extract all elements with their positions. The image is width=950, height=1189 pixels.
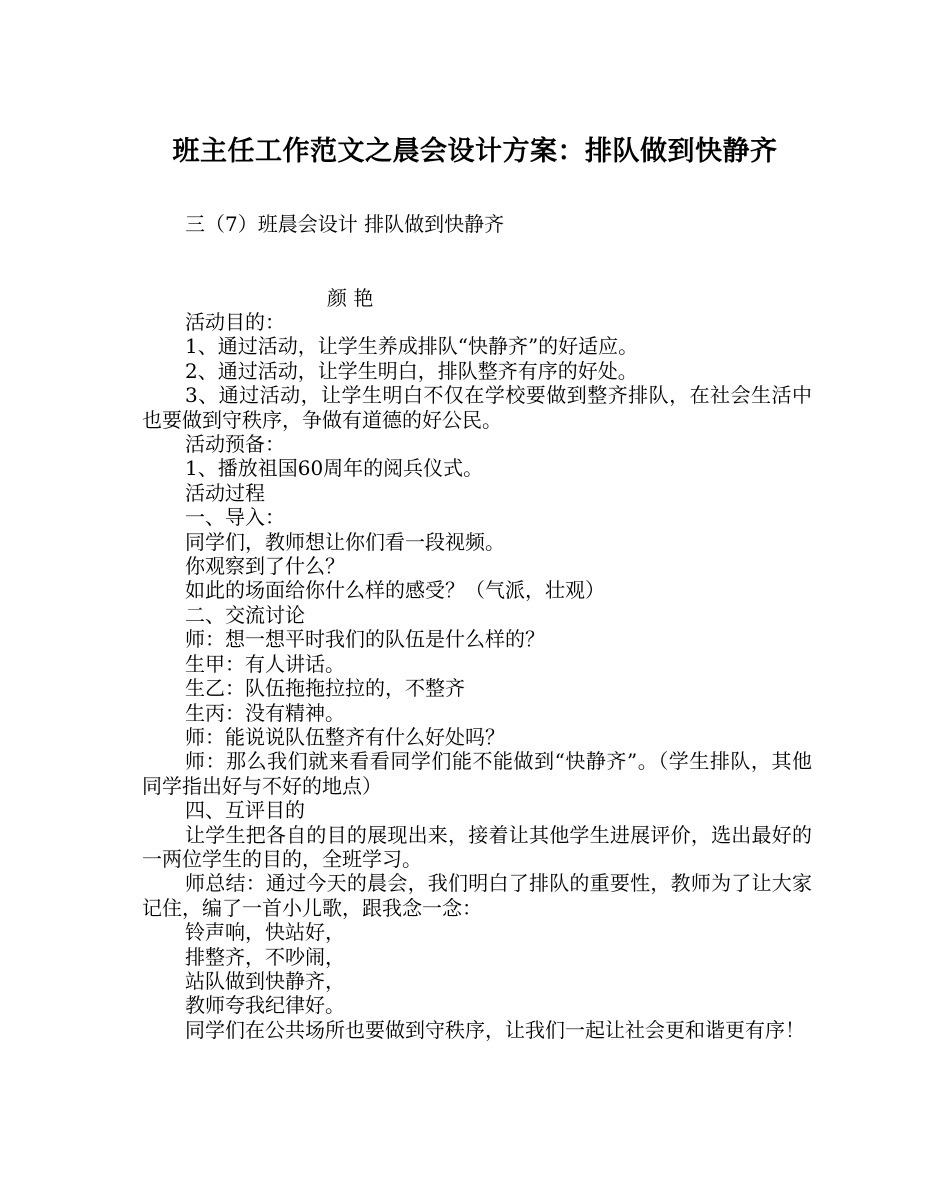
document-body	[142, 310, 812, 1042]
paragraph: 二、交流讨论	[185, 602, 305, 627]
paragraph: 如此的场面给你什么样的感受？（气派，壮观）	[185, 578, 605, 603]
paragraph: 生丙：没有精神。	[185, 700, 345, 725]
paragraph: 排整齐，不吵闹，	[185, 944, 345, 969]
document-title: 班主任工作范文之晨会设计方案：排队做到快静齐	[172, 136, 778, 167]
paragraph: 1、通过活动，让学生养成排队“快静齐”的好适应。	[185, 334, 639, 359]
paragraph: 铃声响，快站好，	[185, 920, 345, 945]
paragraph: 2、通过活动，让学生明白，排队整齐有序的好处。	[185, 358, 638, 383]
paragraph: 站队做到快静齐，	[185, 968, 345, 993]
paragraph: 四、互评目的	[185, 798, 305, 823]
paragraph: 师：能说说队伍整齐有什么好处吗？	[185, 724, 505, 749]
paragraph: 1、播放祖国60周年的阅兵仪式。	[185, 456, 484, 481]
paragraph: 同学们在公共场所也要做到守秩序，让我们一起让社会更和谐更有序！	[185, 1017, 805, 1042]
paragraph: 教师夸我纪律好。	[185, 993, 345, 1018]
paragraph: 活动目的：	[185, 310, 285, 334]
document-subtitle: 三（7）班晨会设计 排队做到快静齐	[185, 212, 505, 236]
paragraph: 生乙：队伍拖拖拉拉的，不整齐	[185, 676, 465, 701]
paragraph: 师：那么我们就来看看同学们能不能做到“快静齐”。（学生排队，其他同学指出好与不好的地点）	[142, 749, 812, 798]
paragraph: 你观察到了什么？	[185, 554, 345, 579]
paragraph: 活动预备：	[185, 432, 285, 457]
paragraph: 一、导入：	[185, 505, 285, 530]
paragraph: 生甲：有人讲话。	[185, 651, 345, 676]
paragraph: 让学生把各自的目的展现出来，接着让其他学生进展评价，选出最好的一两位学生的目的，全班学习。	[142, 822, 812, 871]
paragraph: 3、通过活动，让学生明白不仅在学校要做到整齐排队，在社会生活中也要做到守秩序，争做有道德的好公民。	[142, 383, 812, 432]
paragraph: 同学们，教师想让你们看一段视频。	[185, 529, 505, 554]
paragraph: 活动过程	[185, 480, 265, 505]
paragraph: 师总结：通过今天的晨会，我们明白了排队的重要性，教师为了让大家记住，编了一首小儿歌，跟我念一念：	[142, 871, 812, 920]
paragraph: 师：想一想平时我们的队伍是什么样的？	[185, 627, 545, 652]
author-name: 颜 艳	[327, 286, 374, 310]
